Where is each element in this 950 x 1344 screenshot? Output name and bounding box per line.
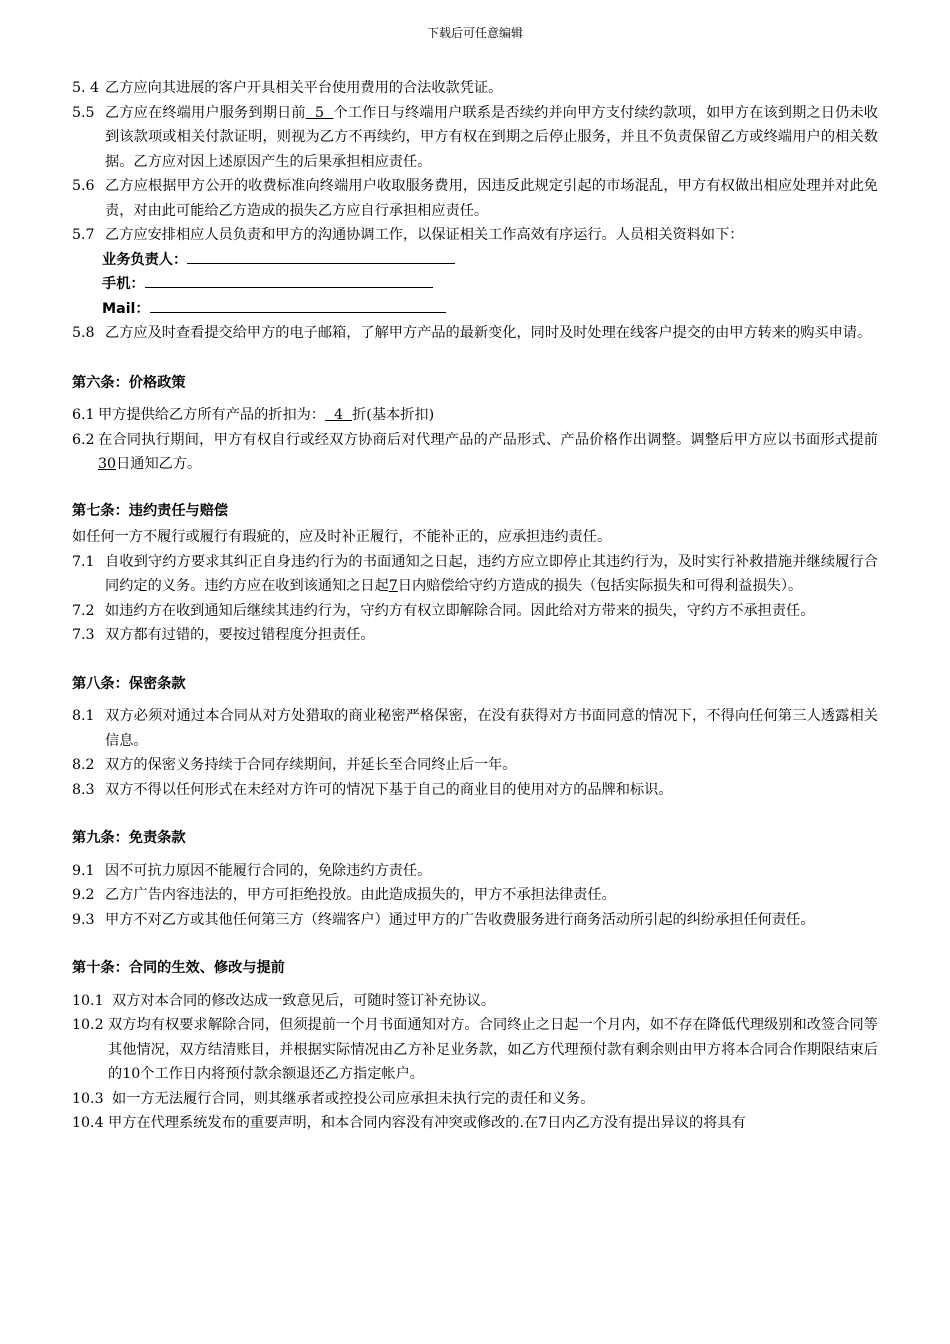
clause-number: 7.3 <box>72 627 95 643</box>
clause-7-2 <box>72 599 878 624</box>
clause-number: 10.2 <box>72 1017 104 1033</box>
clause-text: 甲方在代理系统发布的重要声明，和本合同内容没有冲突或修改的.在7日内乙方没有提出异议的将具有 <box>108 1115 746 1131</box>
clause-5-6 <box>72 174 878 223</box>
clause-10-1 <box>72 989 878 1014</box>
section-9-title: 第九条：免责条款 <box>72 830 186 846</box>
clause-text: 乙方应安排相应人员负责和甲方的沟通协调工作，以保证相关工作高效有序运行。人员相关资料如下： <box>105 227 744 243</box>
clause-number: 5.8 <box>72 325 95 341</box>
clause-text: 双方不得以任何形式在未经对方许可的情况下基于自己的商业目的使用对方的品牌和标识。 <box>105 781 673 798</box>
clause-number: 10.1 <box>72 992 104 1009</box>
clause-6-2 <box>72 428 878 477</box>
clause-5-4 <box>72 76 878 101</box>
notice-days-value: 30 <box>98 456 117 472</box>
clause-number: 5.5 <box>72 104 95 121</box>
clause-number: 6.1 <box>72 407 95 423</box>
clause-text: 如一方无法履行合同，则其继承者或控投公司应承担未执行完的责任和义务。 <box>112 1090 595 1107</box>
clause-text: 双方均有权要求解除合同，但须提前一个月书面通知对方。合同终止之日起一个月内，如不存在降低代理级别和改签合同等其他情况，双方结清账目，并根据实际情况由乙方补足业务款，如乙方代理预付款有剩余则由甲方将本合同合作期限结束后的10个工作日内将预付款余额退还乙方指定帐户。 <box>108 1017 878 1082</box>
section-7-title: 第七条：违约责任与赔偿 <box>72 502 229 519</box>
clause-number: 10.4 <box>72 1115 104 1131</box>
phone-blank-field[interactable] <box>145 273 433 288</box>
clause-5-5 <box>72 101 878 175</box>
contact-mail-row <box>72 297 878 322</box>
clause-text: 双方的保密义务持续于合同存续期间，并延长至合同终止后一年。 <box>105 757 517 773</box>
mail-label: Mail： <box>102 300 150 317</box>
clause-text: 乙方应及时查看提交给甲方的电子邮箱，了解甲方产品的最新变化，同时及时处理在线客户提交的由甲方转来的购买申请。 <box>105 325 872 341</box>
clause-number: 10.3 <box>72 1090 104 1107</box>
section-8-title: 第八条：保密条款 <box>72 675 186 692</box>
clause-text-post: 折(基本折扣) <box>352 407 435 423</box>
clause-number: 9.1 <box>72 862 95 879</box>
clause-number: 5.6 <box>72 178 95 194</box>
clause-text-post: 日内赔偿给守约方造成的损失（包括实际损失和可得利益损失）。 <box>397 578 803 594</box>
clause-10-3 <box>72 1087 878 1112</box>
phone-label: 手机： <box>102 276 145 292</box>
clause-number: 5. 4 <box>72 80 100 96</box>
manager-blank-field[interactable] <box>187 249 455 264</box>
clause-6-1 <box>72 403 878 428</box>
compensation-days-value: 7 <box>388 578 398 594</box>
clause-text-pre: 在合同执行期间，甲方有权自行或经双方协商后对代理产品的产品形式、产品价格作出调整。调整后甲方应以书面形式提前 <box>98 431 878 448</box>
clause-5-8 <box>72 321 878 346</box>
clause-8-3 <box>72 778 878 803</box>
clause-7-3 <box>72 623 878 648</box>
clause-text: 双方都有过错的，要按过错程度分担责任。 <box>105 627 375 643</box>
clause-number: 5.7 <box>72 227 95 243</box>
clause-text: 双方必须对通过本合同从对方处猎取的商业秘密严格保密，在没有获得对方书面同意的情况下，不得向任何第三人透露相关信息。 <box>105 708 878 749</box>
clause-number: 8.1 <box>72 708 95 724</box>
clause-number: 7.2 <box>72 602 95 619</box>
days-value: 5 <box>305 104 334 121</box>
clause-7-1 <box>72 550 878 599</box>
clause-text-pre: 自收到守约方要求其纠正自身违约行为的书面通知之日起，违约方应立即停止其违约行为，及时实行补救措施并继续履行合同约定的义务。违约方应在收到该通知之日起 <box>105 553 878 594</box>
clause-5-7 <box>72 223 878 248</box>
clause-text: 甲方不对乙方或其他任何第三方（终端客户）通过甲方的广告收费服务进行商务活动所引起的纠纷承担任何责任。 <box>105 911 815 928</box>
clause-text: 双方对本合同的修改达成一致意见后，可随时签订补充协议。 <box>112 992 496 1009</box>
clause-9-3 <box>72 908 878 933</box>
contact-phone-row <box>72 272 878 297</box>
section-10-title: 第十条：合同的生效、修改与提前 <box>72 960 285 976</box>
clause-number: 6.2 <box>72 431 95 448</box>
clause-number: 7.1 <box>72 553 95 570</box>
section-7-intro: 如任何一方不履行或履行有瑕疵的，应及时补正履行，不能补正的，应承担违约责任。 <box>72 529 612 545</box>
page-header: 下载后可任意编辑 <box>426 26 523 40</box>
clause-text: 因不可抗力原因不能履行合同的，免除违约方责任。 <box>105 862 432 879</box>
clause-number: 9.3 <box>72 911 95 928</box>
clause-8-1 <box>72 704 878 753</box>
clause-text-pre: 甲方提供给乙方所有产品的折扣为： <box>98 407 326 423</box>
clause-9-1 <box>72 859 878 884</box>
contact-manager-row <box>72 248 878 273</box>
clause-number: 8.3 <box>72 781 95 798</box>
clause-text-pre: 乙方应在终端用户服务到期日前 <box>105 104 306 121</box>
clause-text-post: 日通知乙方。 <box>116 456 202 472</box>
manager-label: 业务负责人： <box>102 251 188 268</box>
clause-text: 乙方广告内容违法的，甲方可拒绝投放。由此造成损失的，甲方不承担法律责任。 <box>105 887 616 903</box>
document-body <box>72 76 878 1136</box>
clause-number: 9.2 <box>72 887 95 903</box>
clause-text-post: 个工作日与终端用户联系是否续约并向甲方支付续约款项，如甲方在该到期之日仍未收到该款项或相关付款证明，则视为乙方不再续约，甲方有权在到期之后停止服务，并且不负责保留乙方或终端用户的相关数据。乙方应对因上述原因产生的后果承担相应责任。 <box>105 104 878 170</box>
clause-9-2 <box>72 883 878 908</box>
mail-blank-field[interactable] <box>150 298 446 313</box>
clause-10-2 <box>72 1013 878 1087</box>
clause-text: 乙方应向其进展的客户开具相关平台使用费用的合法收款凭证。 <box>105 80 503 96</box>
discount-value: 4 <box>325 407 353 423</box>
clause-text: 乙方应根据甲方公开的收费标准向终端用户收取服务费用，因违反此规定引起的市场混乱，甲方有权做出相应处理并对此免责，对由此可能给乙方造成的损失乙方应自行承担相应责任。 <box>105 178 878 219</box>
section-6-title: 第六条：价格政策 <box>72 374 186 391</box>
clause-text: 如违约方在收到通知后继续其违约行为，守约方有权立即解除合同。因此给对方带来的损失，守约方不承担责任。 <box>105 602 815 619</box>
clause-10-4 <box>72 1111 878 1136</box>
clause-8-2 <box>72 753 878 778</box>
clause-number: 8.2 <box>72 757 95 773</box>
